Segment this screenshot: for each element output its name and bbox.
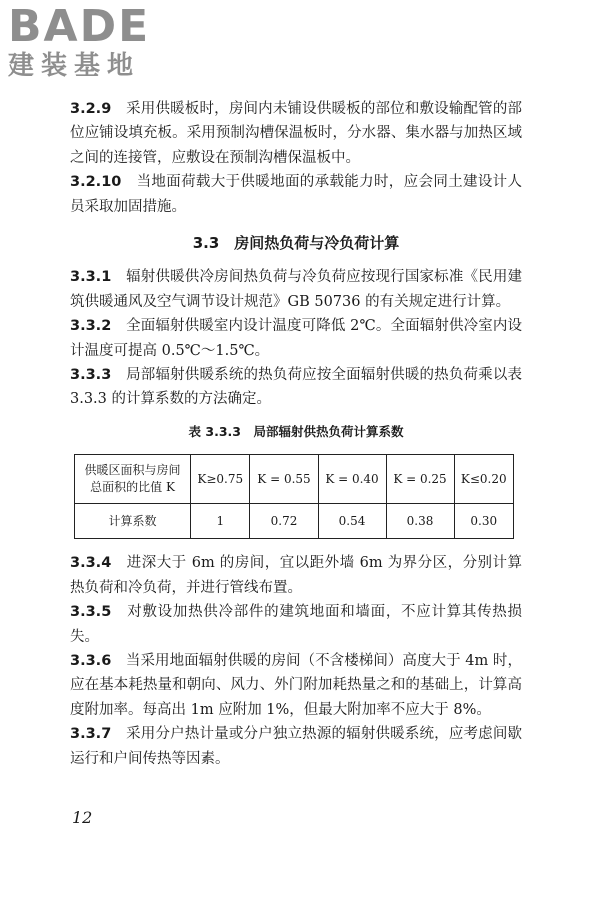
table-cell: 0.54 bbox=[318, 504, 386, 539]
clause-3-3-6 bbox=[70, 649, 522, 722]
clause-text: 辐射供暖供冷房间热负荷与冷负荷应按现行国家标准《民用建筑供暖通风及空气调节设计规范》GB 50736 的有关规定进行计算。 bbox=[70, 269, 523, 310]
clause-3-3-3 bbox=[70, 363, 522, 412]
table-cell: 0.38 bbox=[386, 504, 454, 539]
header-label-line: 总面积的比值 K bbox=[90, 480, 175, 495]
header-label-line: 供暖区面积与房间 bbox=[84, 463, 181, 478]
table-row bbox=[75, 455, 514, 504]
table-cell: K = 0.40 bbox=[318, 455, 386, 504]
table-caption: 表 3.3.3 局部辐射供热负荷计算系数 bbox=[188, 423, 404, 439]
clause-number: 3.3.6 bbox=[70, 652, 112, 669]
document-body bbox=[70, 97, 522, 771]
table-cell: K = 0.25 bbox=[386, 455, 454, 504]
clause-3-3-7 bbox=[70, 722, 522, 771]
page-number: 12 bbox=[72, 808, 93, 827]
table-cell: K≥0.75 bbox=[191, 455, 250, 504]
clause-3-2-10 bbox=[70, 170, 522, 219]
section-heading: 3.3 房间热负荷与冷负荷计算 bbox=[192, 234, 400, 253]
coefficient-table bbox=[74, 454, 514, 539]
logo-text-en: BADE bbox=[8, 1, 151, 52]
clause-3-3-4 bbox=[70, 551, 522, 600]
clause-number: 3.3.2 bbox=[70, 318, 112, 335]
table-cell: 1 bbox=[191, 504, 250, 539]
table-row bbox=[75, 504, 514, 539]
clause-number: 3.3.4 bbox=[70, 555, 112, 572]
clause-text: 采用供暖板时，房间内未铺设供暖板的部位和敷设输配管的部位应铺设填充板。采用预制沟槽保温板时，分水器、集水器与加热区域之间的连接管，应敷设在预制沟槽保温板中。 bbox=[70, 101, 523, 166]
clause-text: 当地面荷载大于供暖地面的承载能力时，应会同土建设计人员采取加固措施。 bbox=[70, 174, 523, 215]
clause-3-3-1 bbox=[70, 265, 522, 314]
clause-text: 进深大于 6m 的房间，宜以距外墙 6m 为界分区，分别计算热负荷和冷负荷，并进行管线布置。 bbox=[70, 555, 522, 596]
logo bbox=[8, 1, 178, 94]
clause-3-3-5 bbox=[70, 600, 522, 649]
table-cell: 0.30 bbox=[454, 504, 513, 539]
table-cell: 0.72 bbox=[250, 504, 318, 539]
clause-text: 全面辐射供暖室内设计温度可降低 2℃。全面辐射供冷室内设计温度可提高 0.5℃～1.5℃。 bbox=[70, 318, 523, 359]
logo-text-cn: 建装基地 bbox=[8, 51, 141, 81]
clause-3-2-9 bbox=[70, 97, 522, 170]
clause-text: 当采用地面辐射供暖的房间（不含楼梯间）高度大于 4m 时，应在基本耗热量和朝向、风力、外门附加耗热量之和的基础上，计算高度附加率。每高出 1m 应附加 1%，但最大附加率不应大于 8%。 bbox=[70, 652, 522, 718]
clause-number: 3.3.3 bbox=[70, 367, 112, 384]
clause-number: 3.3.5 bbox=[70, 604, 112, 621]
table-header-label bbox=[75, 455, 191, 504]
clause-text: 采用分户热计量或分户独立热源的辐射供暖系统，应考虑间歇运行和户间传热等因素。 bbox=[70, 726, 523, 767]
clause-number: 3.3.7 bbox=[70, 726, 112, 743]
clause-text: 对敷设加热供冷部件的建筑地面和墙面，不应计算其传热损失。 bbox=[70, 604, 523, 645]
table-cell: K = 0.55 bbox=[250, 455, 318, 504]
table-cell: K≤0.20 bbox=[454, 455, 513, 504]
clause-number: 3.2.10 bbox=[70, 174, 122, 191]
clause-3-3-2 bbox=[70, 314, 522, 363]
clause-number: 3.3.1 bbox=[70, 269, 112, 286]
clause-number: 3.2.9 bbox=[70, 101, 112, 117]
table-row-label: 计算系数 bbox=[75, 504, 191, 539]
clause-text: 局部辐射供暖系统的热负荷应按全面辐射供暖的热负荷乘以表 3.3.3 的计算系数的方法确定。 bbox=[70, 367, 523, 408]
